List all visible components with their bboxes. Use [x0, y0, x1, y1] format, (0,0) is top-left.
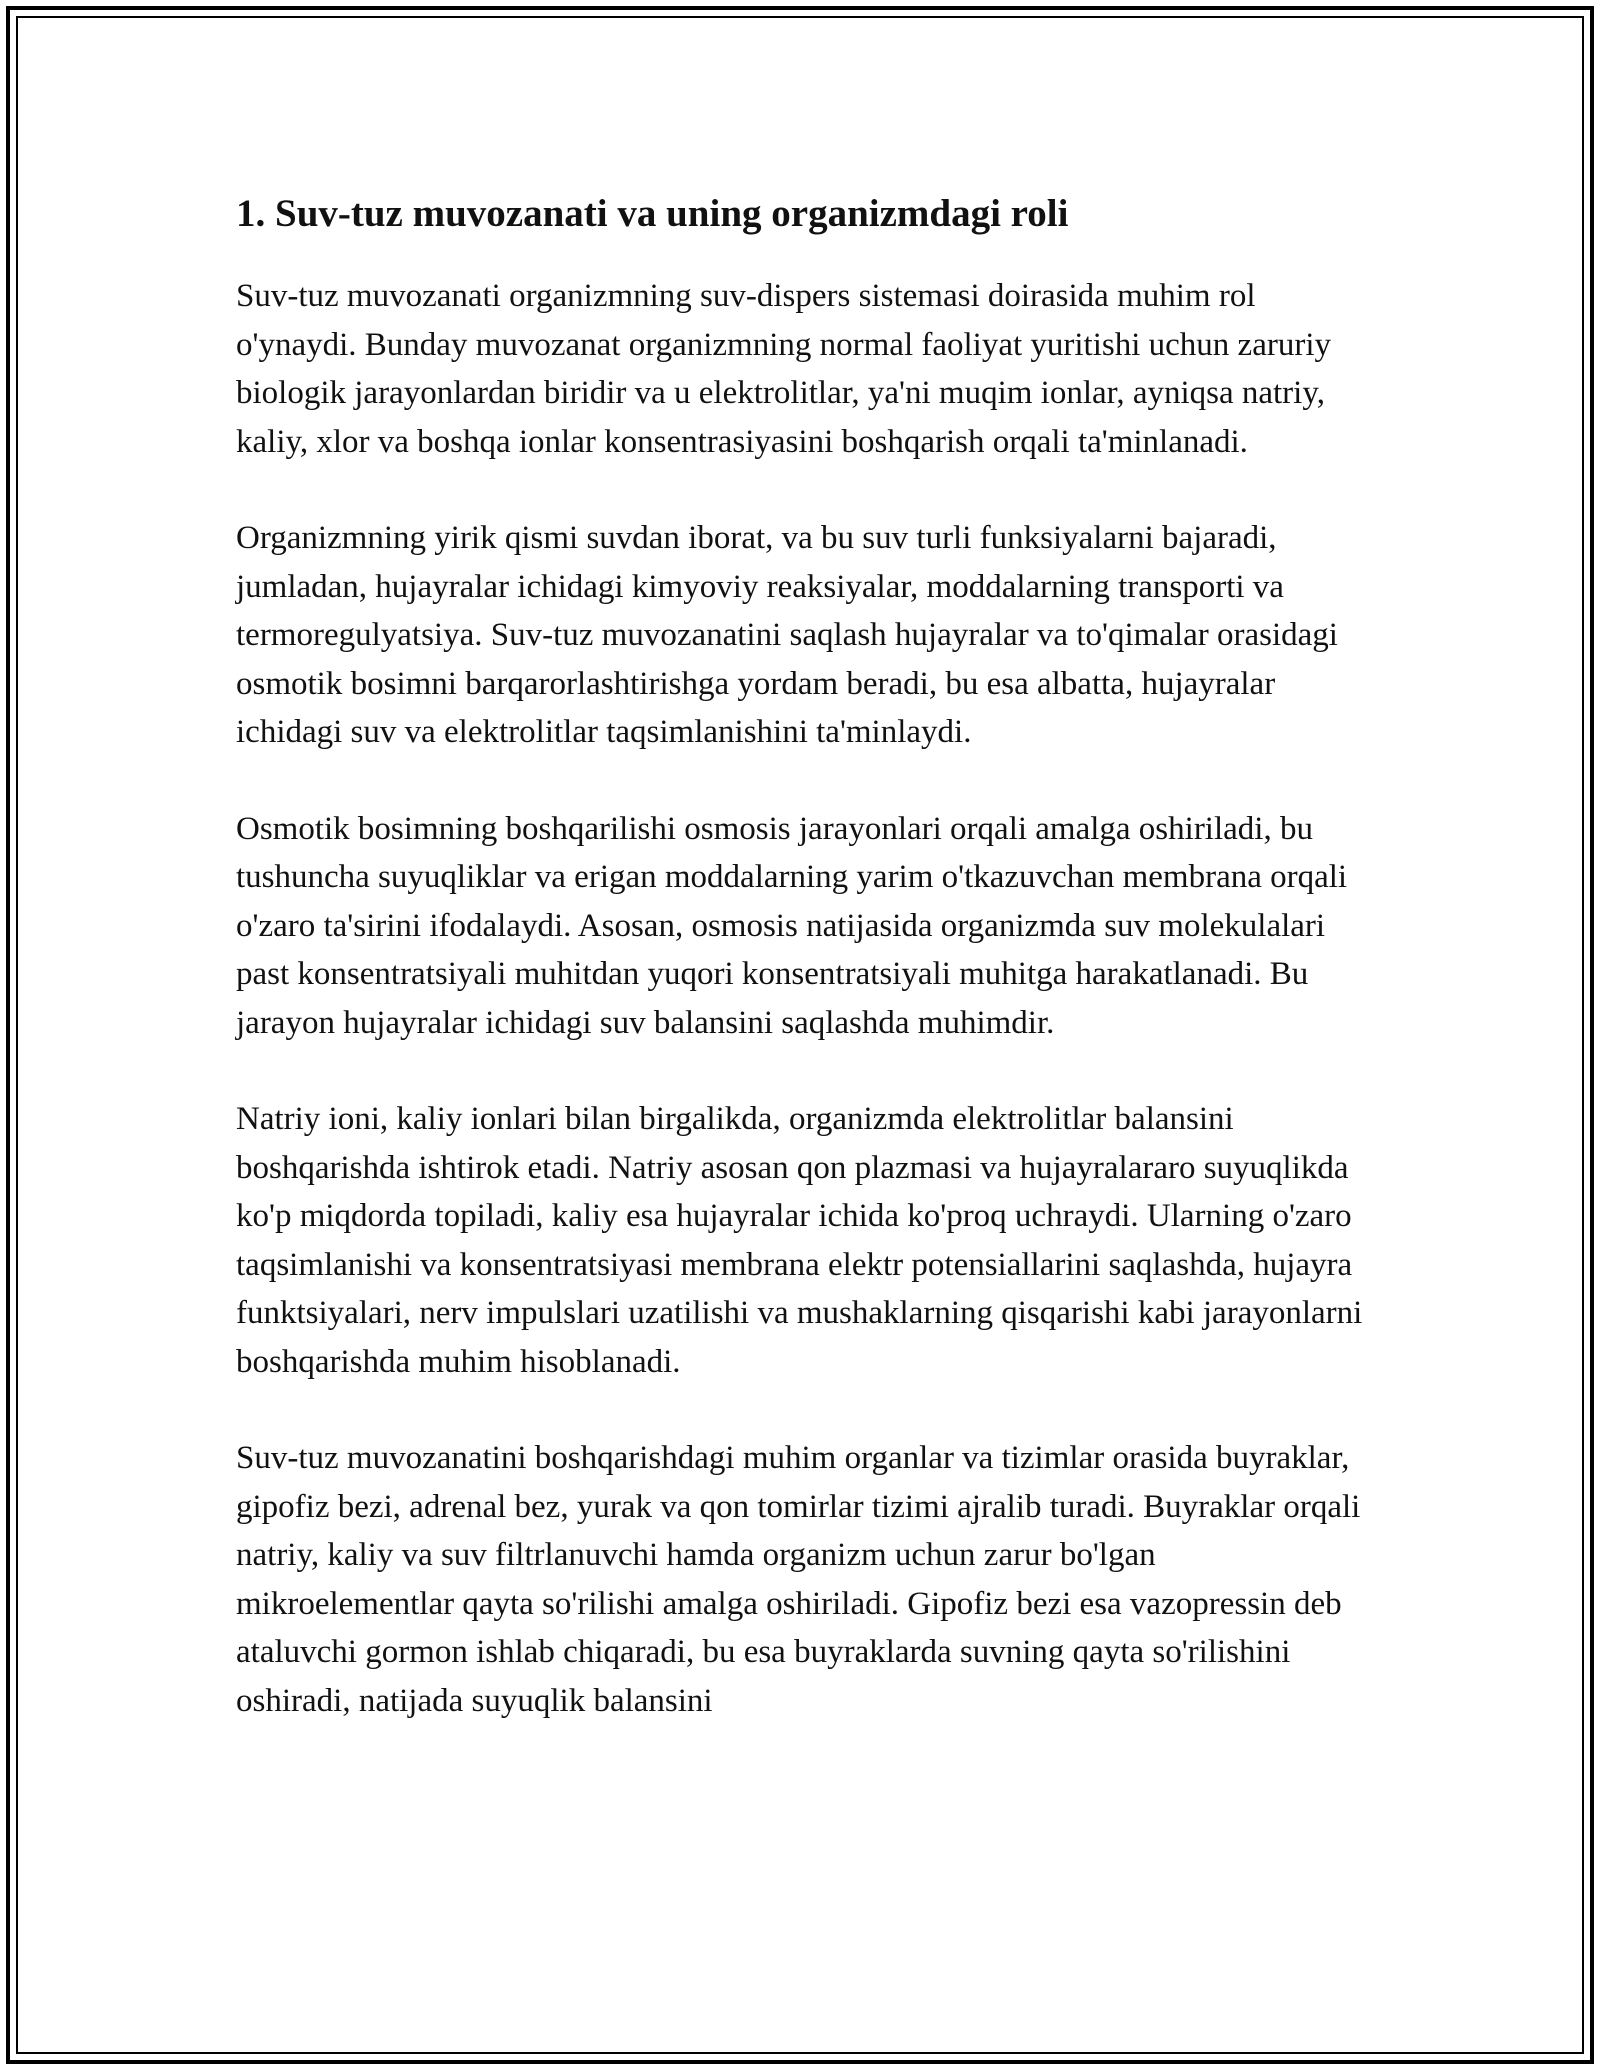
document-body [236, 186, 1366, 1773]
section-heading: 1. Suv-tuz muvozanati va uning organizmdagi roli [236, 192, 1069, 235]
paragraph-4: Natriy ioni, kaliy ionlari bilan birgalikda, organizmda elektrolitlar balansini boshqarishda ishtirok etadi. Natriy asosan qon plazmasi va hujayralararo suyuqlikda ko'p miqdorda topiladi, kaliy esa hujayralar ichida ko'proq uchraydi. Ularning o'zaro taqsimlanishi va konsentratsiyasi membrana elektr potensiallarini saqlashda, hujayra funktsiyalari, nerv impulslari uzatilishi va mushaklarning qisqarishi kabi jarayonlarni boshqarishda muhim hisoblanadi. [236, 1101, 1363, 1380]
paragraph-5: Suv-tuz muvozanatini boshqarishdagi muhim organlar va tizimlar orasida buyraklar, gipofiz bezi, adrenal bez, yurak va qon tomirlar tizimi ajralib turadi. Buyraklar orqali natriy, kaliy va suv filtrlanuvchi hamda organizm uchun zarur bo'lgan mikroelementlar qayta so'rilishi amalga oshiriladi. Gipofiz bezi esa vazopressin deb ataluvchi gormon ishlab chiqaradi, bu esa buyraklarda suvning qayta so'rilishini oshiradi, natijada suyuqlik balansini [236, 1440, 1361, 1719]
paragraph-2: Organizmning yirik qismi suvdan iborat, va bu suv turli funksiyalarni bajaradi, jumladan, hujayralar ichidagi kimyoviy reaksiyalar, moddalarning transporti va termoregulyatsiya. Suv-tuz muvozanatini saqlash hujayralar va to'qimalar orasidagi osmotik bosimni barqarorlashtirishga yordam beradi, bu esa albatta, hujayralar ichidagi suv va elektrolitlar taqsimlanishini ta'minlaydi. [236, 520, 1338, 750]
paragraph-1: Suv-tuz muvozanati organizmning suv-dispers sistemasi doirasida muhim rol o'ynaydi. Bunday muvozanat organizmning normal faoliyat yuritishi uchun zaruriy biologik jarayonlardan biridir va u elektrolitlar, ya'ni muqim ionlar, ayniqsa natriy, kaliy, xlor va boshqa ionlar konsentrasiyasini boshqarish orqali ta'minlanadi. [236, 278, 1331, 460]
paragraph-3: Osmotik bosimning boshqarilishi osmosis jarayonlari orqali amalga oshiriladi, bu tushuncha suyuqliklar va erigan moddalarning yarim o'tkazuvchan membrana orqali o'zaro ta'sirini ifodalaydi. Asosan, osmosis natijasida organizmda suv molekulalari past konsentratsiyali muhitdan yuqori konsentratsiyali muhitga harakatlanadi. Bu jarayon hujayralar ichidagi suv balansini saqlashda muhimdir. [236, 810, 1348, 1041]
